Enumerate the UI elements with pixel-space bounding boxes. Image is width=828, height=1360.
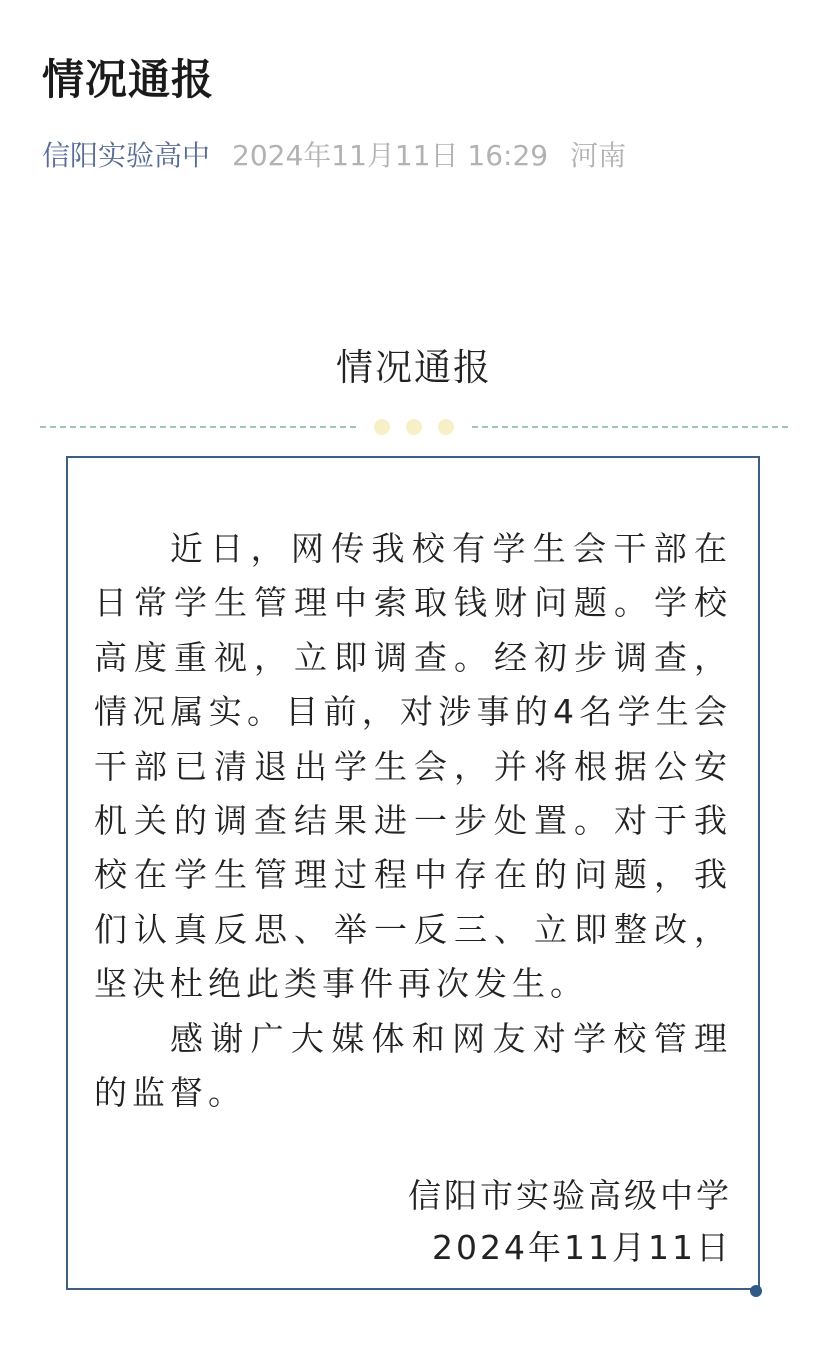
- signature-organization: 信阳市实验高级中学: [408, 1176, 732, 1215]
- article-meta: [42, 136, 626, 176]
- publish-time: 2024年11月11日 16:29: [232, 139, 549, 172]
- account-name-link[interactable]: 信阳实验高中: [42, 139, 211, 172]
- divider-dash-right: [472, 426, 788, 428]
- publish-location: 河南: [570, 139, 627, 172]
- article-title: 情况通报: [42, 55, 215, 104]
- notice-paragraph: 近日，网传我校有学生会干部在日常学生管理中索取钱财问题。学校高度重视，立即调查。经初步调查，情况属实。目前，对涉事的4名学生会干部已清退出学生会，并将根据公安机关的调查结果进一步处置。对于我校在学生管理过程中存在的问题，我们认真反思、举一反三、立即整改，坚决杜绝此类事件再次发生。: [94, 529, 732, 1004]
- divider-dash-left: [40, 426, 356, 428]
- divider-dot: [374, 419, 390, 435]
- notice-signature: [408, 1170, 732, 1274]
- divider-dot: [406, 419, 422, 435]
- notice-heading: 情况通报: [336, 346, 492, 389]
- decorative-divider: [40, 416, 788, 438]
- notice-body: [94, 522, 732, 1120]
- frame-corner-dot: [750, 1285, 762, 1297]
- notice-paragraph: 感谢广大媒体和网友对学校管理的监督。: [94, 1018, 732, 1113]
- divider-dot: [438, 419, 454, 435]
- signature-date: 2024年11月11日: [432, 1228, 732, 1267]
